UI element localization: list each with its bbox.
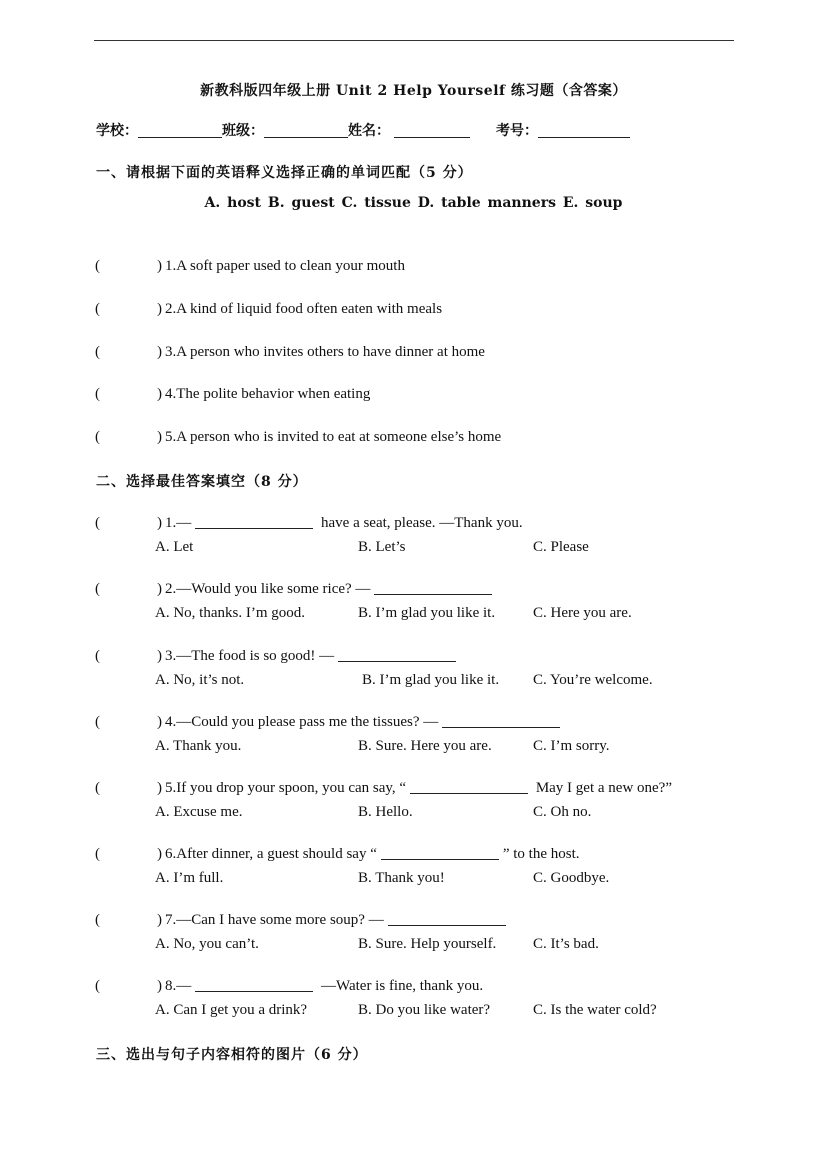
- question-text: 2.A kind of liquid food often eaten with meals: [165, 301, 443, 317]
- list-item: [0, 912, 827, 958]
- option-b: B. I’m glad you like it.: [358, 605, 496, 621]
- list-item: [0, 581, 827, 627]
- option-a: A. No, thanks. I’m good.: [155, 605, 305, 621]
- question-text: 4.The polite behavior when eating: [165, 386, 371, 402]
- answer-paren-close: ): [157, 581, 162, 597]
- option-a: A. No, it’s not.: [155, 672, 245, 688]
- option-a: A. Excuse me.: [155, 804, 243, 820]
- question-text-tail: May I get a new one?”: [532, 780, 672, 796]
- option-a: A. Thank you.: [155, 738, 242, 754]
- header-rule: [94, 40, 734, 41]
- page-title: 新教科版四年级上册 Unit 2 Help Yourself 练习题（含答案）: [200, 83, 627, 99]
- answer-paren-close: ): [157, 714, 162, 730]
- list-item: [0, 344, 827, 366]
- list-item: [0, 258, 827, 280]
- answer-paren-close: ): [157, 344, 162, 360]
- section2-heading: 二、选择最佳答案填空（8 分）: [96, 474, 308, 490]
- question-text: 5.If you drop your spoon, you can say, “: [165, 780, 407, 796]
- answer-paren-open[interactable]: (: [95, 429, 100, 445]
- list-item: [0, 301, 827, 323]
- option-c: C. It’s bad.: [533, 936, 599, 952]
- school-field[interactable]: [138, 123, 222, 138]
- answer-paren-close: ): [157, 978, 162, 994]
- answer-paren-open[interactable]: (: [95, 386, 100, 402]
- list-item: [0, 846, 827, 892]
- answer-paren-close: ): [157, 515, 162, 531]
- list-item: [0, 429, 827, 451]
- answer-paren-open[interactable]: (: [95, 978, 100, 994]
- question-text: 6.After dinner, a guest should say “: [165, 846, 377, 862]
- option-b: B. Let’s: [358, 539, 406, 555]
- answer-paren-open[interactable]: (: [95, 648, 100, 664]
- option-a: A. I’m full.: [155, 870, 224, 886]
- question-text-tail: ” to the host.: [502, 846, 580, 862]
- answer-paren-open[interactable]: (: [95, 344, 100, 360]
- section1-heading: 一、请根据下面的英语释义选择正确的单词匹配（5 分）: [96, 165, 473, 181]
- question-text: 8.—: [165, 978, 192, 994]
- answer-paren-close: ): [157, 912, 162, 928]
- answer-paren-open[interactable]: (: [95, 581, 100, 597]
- question-text: 7.—Can I have some more soup? —: [165, 912, 384, 928]
- fill-blank[interactable]: [381, 847, 499, 860]
- answer-paren-close: ): [157, 429, 162, 445]
- option-c: C. Please: [533, 539, 589, 555]
- option-c: C. Oh no.: [533, 804, 592, 820]
- option-b: B. I’m glad you like it.: [362, 672, 500, 688]
- answer-paren-close: ): [157, 301, 162, 317]
- answer-paren-open[interactable]: (: [95, 515, 100, 531]
- fill-blank[interactable]: [195, 979, 313, 992]
- option-c: C. You’re welcome.: [533, 672, 653, 688]
- fill-blank[interactable]: [195, 516, 313, 529]
- number-field[interactable]: [538, 123, 630, 138]
- answer-paren-open[interactable]: (: [95, 780, 100, 796]
- question-text: 1.A soft paper used to clean your mouth: [165, 258, 405, 274]
- section3-heading: 三、选出与句子内容相符的图片（6 分）: [96, 1047, 368, 1063]
- question-text: 3.A person who invites others to have dinner at home: [165, 344, 485, 360]
- answer-paren-close: ): [157, 386, 162, 402]
- name-label: 姓名：: [348, 123, 390, 139]
- list-item: [0, 780, 827, 826]
- class-label: 班级：: [222, 123, 264, 139]
- school-label: 学校：: [96, 123, 138, 139]
- list-item: [0, 648, 827, 694]
- name-field[interactable]: [394, 123, 470, 138]
- fill-blank[interactable]: [338, 649, 456, 662]
- fill-blank[interactable]: [388, 913, 506, 926]
- question-text-tail: —Water is fine, thank you.: [317, 978, 484, 994]
- option-c: C. I’m sorry.: [533, 738, 610, 754]
- question-text: 4.—Could you please pass me the tissues? —: [165, 714, 439, 730]
- question-text: 1.—: [165, 515, 192, 531]
- option-a: A. No, you can’t.: [155, 936, 259, 952]
- section1-word-options: A. host B. guest C. tissue D. table manners E. soup: [204, 195, 623, 211]
- answer-paren-open[interactable]: (: [95, 846, 100, 862]
- list-item: [0, 714, 827, 760]
- option-b: B. Sure. Here you are.: [358, 738, 492, 754]
- question-text: 2.—Would you like some rice? —: [165, 581, 371, 597]
- option-c: C. Goodbye.: [533, 870, 610, 886]
- answer-paren-open[interactable]: (: [95, 258, 100, 274]
- question-text-tail: have a seat, please. —Thank you.: [317, 515, 523, 531]
- option-a: A. Let: [155, 539, 194, 555]
- question-text: 3.—The food is so good! —: [165, 648, 335, 664]
- answer-paren-close: ): [157, 846, 162, 862]
- option-b: B. Hello.: [358, 804, 413, 820]
- fill-blank[interactable]: [374, 582, 492, 595]
- list-item: [0, 978, 827, 1024]
- answer-paren-close: ): [157, 780, 162, 796]
- answer-paren-close: ): [157, 648, 162, 664]
- answer-paren-open[interactable]: (: [95, 912, 100, 928]
- question-text: 5.A person who is invited to eat at someone else’s home: [165, 429, 502, 445]
- fill-blank[interactable]: [410, 781, 528, 794]
- option-b: B. Sure. Help yourself.: [358, 936, 497, 952]
- list-item: [0, 515, 827, 561]
- option-b: B. Thank you!: [358, 870, 445, 886]
- option-a: A. Can I get you a drink?: [155, 1002, 308, 1018]
- class-field[interactable]: [264, 123, 348, 138]
- answer-paren-open[interactable]: (: [95, 301, 100, 317]
- option-c: C. Here you are.: [533, 605, 632, 621]
- option-c: C. Is the water cold?: [533, 1002, 657, 1018]
- list-item: [0, 386, 827, 408]
- fill-blank[interactable]: [442, 715, 560, 728]
- answer-paren-close: ): [157, 258, 162, 274]
- number-label: 考号：: [496, 123, 538, 139]
- option-b: B. Do you like water?: [358, 1002, 491, 1018]
- answer-paren-open[interactable]: (: [95, 714, 100, 730]
- student-info-line: [96, 120, 630, 140]
